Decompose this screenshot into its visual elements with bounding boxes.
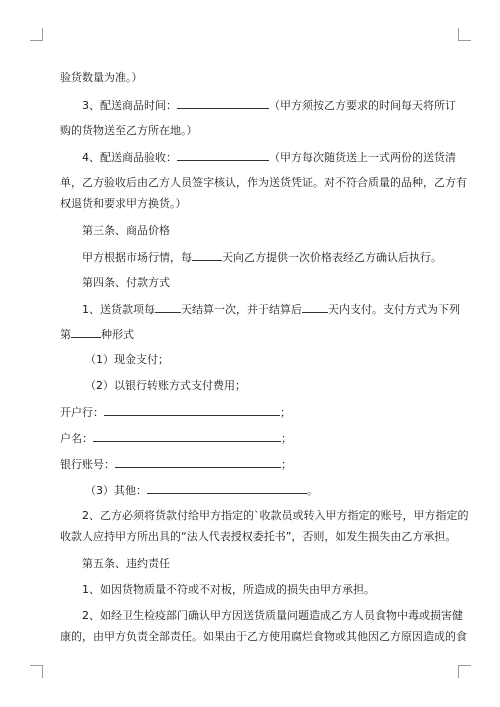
text-line: 验货数量为准。） [60,71,143,84]
fill-blank [192,250,222,261]
crop-mark-bottom-right [458,665,471,678]
fill-blank [177,150,269,161]
text-line: 收款人应持甲方所出具的“法人代表授权委托书”，否则，如发生损失由乙方承担。 [60,530,457,543]
text-line: 权退货和要求甲方换货。） [60,197,187,210]
fill-blank [115,457,281,468]
section-heading: 第三条、商品价格 [82,224,170,237]
text-line: （2）以银行转账方式支付费用； [85,379,246,392]
section-heading: 第五条、违约责任 [82,557,170,570]
text-line: 购的货物送至乙方所在地。） [60,124,198,137]
fill-blank [155,302,181,313]
section-heading: 第四条、付款方式 [82,276,170,289]
text-line: 甲方根据市场行情，每 天向乙方提供一次价格表经乙方确认后执行。 [82,251,442,264]
fill-blank [147,483,307,494]
text-line: 1、送货款项每 天结算一次，并于结算后 天内支付。支付方式为下列 [82,303,460,316]
fill-blank [177,98,269,109]
text-line: （1）现金支付； [85,353,169,366]
crop-mark-bottom-left [30,665,43,678]
text-line: 2、乙方必须将货款付给甲方指定的`收款员或转入甲方指定的账号，甲方指定的 [82,509,469,522]
crop-mark-top-left [30,28,43,41]
text-line: 单，乙方验收后由乙方人员签字核认，作为送货凭证。对不符合质量的品种，乙方有 [60,176,467,189]
text-line: 1、如因货物质量不符或不对板，所造成的损失由甲方承担。 [82,583,375,596]
text-line: 户名： ； [60,432,292,445]
text-line: （3）其他： 。 [85,484,318,497]
fill-blank [93,431,281,442]
text-line: 2、如经卫生检疫部门确认甲方因送货质量问题造成乙方人员食物中毒或损害健 [82,609,463,622]
text-line: 3、配送商品时间： （甲方须按乙方要求的时间每天将所订 [82,99,456,112]
text-line: 开户行： ； [60,406,291,419]
text-line: 康的，由甲方负责全部责任。如果由于乙方使用腐烂食物或其他因乙方原因造成的食 [60,630,467,643]
crop-mark-top-right [458,28,471,41]
text-line: 第 种形式 [60,328,134,341]
fill-blank [104,405,280,416]
text-line: 4、配送商品验收： （甲方每次随货送上一式两份的送货清 [82,151,456,164]
fill-blank [302,302,328,313]
fill-blank [71,327,101,338]
text-line: 银行账号： ； [60,458,292,471]
